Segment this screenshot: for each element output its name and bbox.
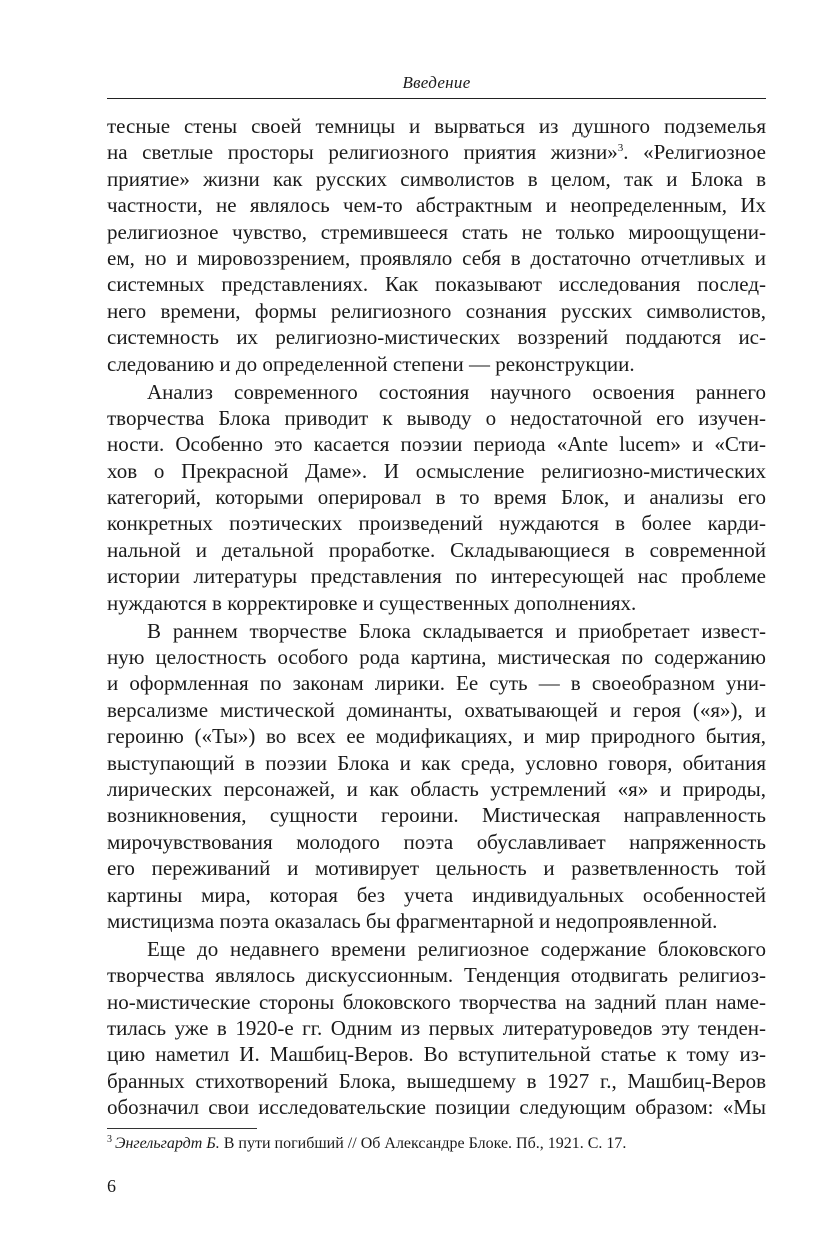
footnote-divider: [107, 1128, 257, 1129]
text-line: нуждаются в корректировке и существенных дополнениях.: [107, 590, 637, 615]
text-line: цию наметил И. Машбиц-Веров. Во вступительной статье к тому из-: [107, 1042, 766, 1067]
text-line: обозначил свои исследовательские позиции следующим образом: «Мы: [107, 1095, 766, 1120]
footnote-ref[interactable]: 3: [617, 142, 624, 155]
text-line: религиозное чувство, стремившееся стать не только мироощущени-: [107, 219, 766, 244]
text-line: героиню («Ты») во всех ее модификациях, и мир природного бытия,: [107, 724, 766, 749]
text-line: нальной и детальной проработке. Складывающиеся в современной: [107, 537, 766, 562]
text-line: истории литературы представления по интересующей нас проблеме: [107, 564, 766, 589]
text-line: тилась уже в 1920-е гг. Одним из первых литературоведов эту тенден-: [107, 1016, 766, 1041]
text-line: творчества являлось дискуссионным. Тенденция отодвигать религиоз-: [107, 963, 766, 988]
text-line: ем, но и мировоззрением, проявляло себя в достаточно отчетливых и: [107, 245, 766, 270]
text-line: возникновения, сущности героини. Мистическая направленность: [107, 803, 766, 828]
text-line: хов о Прекрасной Даме». И осмысление религиозно-мистических: [107, 458, 766, 483]
text-line: частности, не являлось чем-то абстрактным и неопределенным, Их: [107, 193, 766, 218]
text-line: Анализ современного состояния научного освоения раннего: [147, 379, 766, 404]
text-line: ности. Особенно это касается поэзии периода «Ante lucem» и «Сти-: [107, 432, 766, 457]
paragraph: [107, 379, 766, 617]
main-text: [107, 113, 766, 1121]
footnote-text: В пути погибший // Об Александре Блоке. Пб., 1921. С. 17.: [223, 1135, 627, 1152]
text-line: Еще до недавнего времени религиозное содержание блоковского: [147, 936, 766, 961]
text-line: выступающий в поэзии Блока и как среда, условно говоря, обитания: [107, 750, 766, 775]
footnote-author: Энгельгардт Б.: [115, 1135, 220, 1152]
paragraph: [107, 113, 766, 377]
paragraph: [107, 936, 766, 1121]
text-line: мирочувствования молодого поэта обуславливает напряженность: [107, 829, 766, 854]
text-line: тесные стены своей темницы и вырваться из душного подземелья: [107, 114, 766, 138]
footnote: [107, 1134, 766, 1154]
text-line: системных представлениях. Как показывают исследования послед-: [107, 272, 766, 297]
text-line: мистицизма поэта оказалась бы фрагментарной и недопроявленной.: [107, 908, 718, 933]
text-line: лирических персонажей, и как область устремлений «я» и природы,: [107, 776, 766, 801]
text-line: конкретных поэтических произведений нуждаются в более карди-: [107, 511, 766, 536]
text-line: на светлые просторы религиозного приятия жизни»$^3$. «Религиозное: [107, 140, 766, 165]
text-line: его переживаний и мотивирует цельность и разветвленность той: [107, 856, 766, 881]
text-line: него времени, формы религиозного сознания русских символистов,: [107, 298, 766, 323]
header-divider: [107, 98, 766, 99]
text-line: категорий, которыми оперировал в то время Блок, и анализы его: [107, 485, 766, 510]
text-line: картины мира, которая без учета индивидуальных особенностей: [107, 882, 766, 907]
text-line: творчества Блока приводит к выводу о недостаточной его изучен-: [107, 405, 766, 430]
text-line: приятие» жизни как русских символистов в целом, так и Блока в: [107, 166, 766, 191]
text-line: ную целостность особого рода картина, мистическая по содержанию: [107, 645, 766, 669]
text-line: системность их религиозно-мистических воззрений поддаются ис-: [107, 325, 766, 350]
text-line: и оформленная по законам лирики. Ее суть — в своеобразном уни-: [107, 671, 766, 696]
footnote-number: 3: [107, 1134, 112, 1145]
page-number: 6: [107, 1176, 116, 1196]
text-line: В раннем творчестве Блока складывается и приобретает извест-: [147, 618, 766, 643]
text-line: следованию и до определенной степени — реконструкции.: [107, 351, 635, 376]
paragraph: [107, 618, 766, 935]
text-line: бранных стихотворений Блока, вышедшему в 1927 г., Машбиц-Веров: [107, 1068, 766, 1093]
running-head: Введение: [402, 73, 471, 92]
text-line: но-мистические стороны блоковского творчества на задний план наме-: [107, 989, 766, 1014]
text-line: версализме мистической доминанты, охватывающей и героя («я»), и: [107, 697, 766, 722]
